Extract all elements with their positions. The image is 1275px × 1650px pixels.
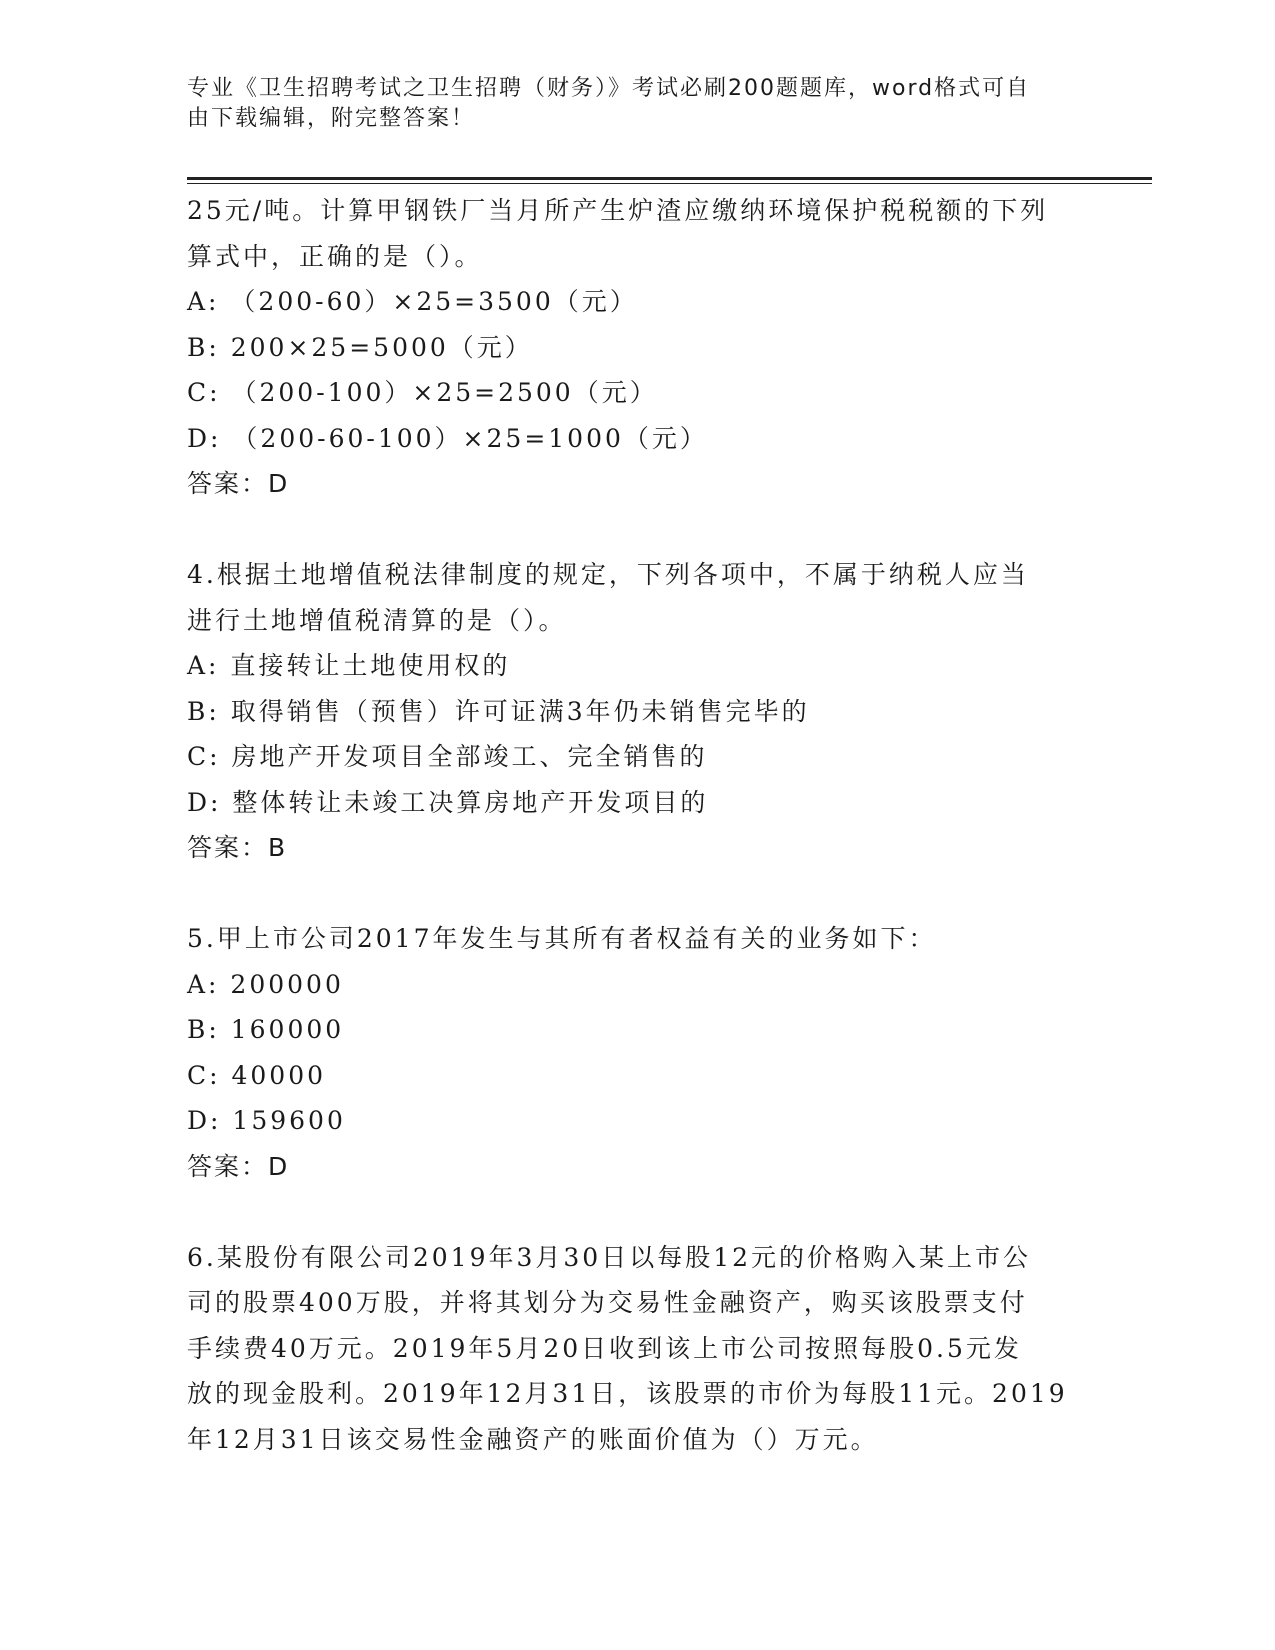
question-stem-line: 4.根据土地增值税法律制度的规定，下列各项中，不属于纳税人应当 bbox=[187, 560, 1029, 589]
question-4 bbox=[187, 552, 1087, 871]
question-stem-line: 5.甲上市公司2017年发生与其所有者权益有关的业务如下： bbox=[187, 924, 937, 953]
question-stem-line: 6.某股份有限公司2019年3月30日以每股12元的价格购入某上市公 bbox=[187, 1242, 1032, 1272]
option-b: B: 取得销售（预售）许可证满3年仍未销售完毕的 bbox=[187, 696, 810, 726]
question-stem-line: 25元/吨。计算甲钢铁厂当月所产生炉渣应缴纳环境保护税税额的下列 bbox=[187, 196, 1049, 225]
option-a: A: 直接转让土地使用权的 bbox=[187, 651, 511, 680]
answer-line: 答案：D bbox=[187, 469, 290, 498]
option-d: D: 159600 bbox=[187, 1106, 346, 1135]
spacer bbox=[187, 871, 1087, 917]
header-divider-thick bbox=[187, 177, 1152, 180]
document-header bbox=[187, 74, 1067, 134]
question-stem-line: 手续费40万元。2019年5月20日收到该上市公司按照每股0.5元发 bbox=[187, 1333, 1022, 1363]
question-5 bbox=[187, 916, 1087, 1189]
question-stem-line: 算式中，正确的是（）。 bbox=[187, 241, 483, 271]
spacer bbox=[187, 507, 1087, 553]
option-c: C: 40000 bbox=[187, 1060, 327, 1090]
header-divider-thin bbox=[187, 183, 1152, 184]
question-stem-line: 司的股票400万股，并将其划分为交易性金融资产，购买该股票支付 bbox=[187, 1288, 1028, 1317]
header-line-1: 专业《卫生招聘考试之卫生招聘（财务）》考试必刷200题题库，word格式可自 bbox=[187, 76, 1031, 101]
option-a: A: （200-60）×25=3500（元） bbox=[187, 287, 638, 316]
header-line-2: 由下载编辑，附完整答案！ bbox=[187, 106, 476, 131]
option-c: C: （200-100）×25=2500（元） bbox=[187, 378, 658, 407]
question-3 bbox=[187, 188, 1087, 507]
option-a: A: 200000 bbox=[187, 969, 344, 999]
spacer bbox=[187, 1189, 1087, 1235]
option-b: B: 160000 bbox=[187, 1015, 345, 1044]
option-d: D: 整体转让未竣工决算房地产开发项目的 bbox=[187, 787, 709, 817]
question-stem-line: 进行土地增值税清算的是（）。 bbox=[187, 605, 567, 635]
question-stem-line: 年12月31日该交易性金融资产的账面价值为（）万元。 bbox=[187, 1424, 879, 1454]
option-c: C: 房地产开发项目全部竣工、完全销售的 bbox=[187, 742, 708, 771]
question-6 bbox=[187, 1235, 1087, 1463]
answer-line: 答案：B bbox=[187, 833, 288, 862]
option-d: D: （200-60-100）×25=1000（元） bbox=[187, 423, 708, 453]
question-content bbox=[187, 188, 1087, 1462]
option-b: B: 200×25=5000（元） bbox=[187, 332, 533, 362]
question-stem-line: 放的现金股利。2019年12月31日，该股票的市价为每股11元。2019 bbox=[187, 1379, 1068, 1408]
answer-line: 答案：D bbox=[187, 1151, 290, 1181]
